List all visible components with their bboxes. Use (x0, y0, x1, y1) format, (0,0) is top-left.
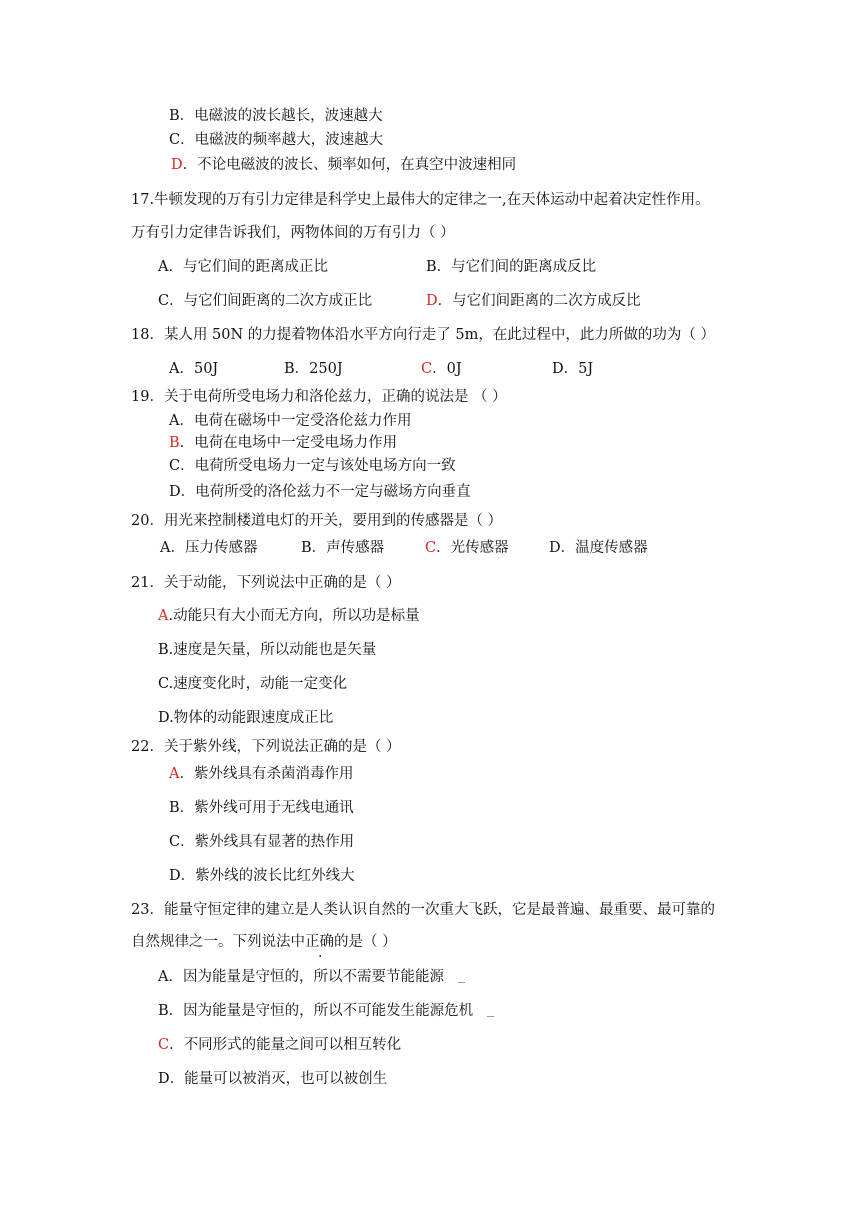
q23-option-a (158, 967, 444, 987)
option-letter: D (169, 484, 181, 500)
option-text: ．电荷所受的洛伦兹力不一定与磁场方向垂直 (180, 484, 471, 500)
q22-option-c (169, 832, 354, 852)
q22-option-b (169, 798, 354, 818)
q18-option-d (552, 359, 593, 379)
q21-option-c (158, 674, 347, 694)
option-text: ．与它们间距离的二次方成正比 (169, 293, 373, 309)
option-text: .速度变化时，动能一定变化 (168, 676, 348, 692)
option-text: ．250J (294, 361, 343, 377)
option-letter: B (169, 800, 180, 816)
q18-stem: 18．某人用 50N 的力提着物体沿水平方向行走了 5m，在此过程中，此力所做的功为（ ） (131, 327, 715, 343)
option-text: ．与它们间的距离成正比 (168, 259, 328, 275)
q16-option-d (171, 155, 516, 175)
option-text: .速度是矢量，所以动能也是矢量 (168, 642, 377, 658)
option-text: ．0J (432, 361, 462, 377)
option-text: ．紫外线具有显著的热作用 (180, 834, 355, 850)
option-text: ．不论电磁波的波长、频率如何，在真空中波速相同 (182, 157, 517, 173)
option-letter: C (169, 132, 181, 148)
q18-option-b (284, 359, 343, 379)
answer-letter: C (425, 540, 437, 556)
q23-option-d (158, 1069, 387, 1089)
option-text: ．因为能量是守恒的，所以不可能发生能源危机 (168, 1003, 474, 1019)
q21-option-b (158, 640, 376, 660)
option-letter: C (158, 676, 169, 692)
option-letter: B (158, 1003, 169, 1019)
q19-option-a (169, 411, 411, 431)
q20-option-b (301, 538, 384, 558)
option-letter: C (169, 458, 181, 474)
stem-text: 的是（ ） (334, 934, 397, 950)
option-text: ．能量可以被消灭，也可以被创生 (169, 1071, 388, 1087)
option-letter: A (158, 259, 169, 275)
q22-option-a (169, 764, 353, 784)
option-letter: B (301, 540, 312, 556)
q19-option-d (169, 482, 471, 502)
answer-letter: B (169, 435, 180, 451)
option-letter: D (549, 540, 561, 556)
q20-option-a (160, 538, 257, 558)
option-text: ．温度传感器 (560, 540, 648, 556)
option-letter: D (169, 868, 181, 884)
option-letter: D (552, 361, 564, 377)
q17-option-c (158, 291, 372, 311)
option-letter: B (169, 108, 180, 124)
option-text: ．与它们间距离的二次方成反比 (437, 293, 641, 309)
option-text: ．电荷所受电场力一定与该处电场方向一致 (180, 458, 456, 474)
q19-option-c (169, 456, 456, 476)
option-text: ．电荷在电场中一定受电场力作用 (179, 435, 398, 451)
option-letter: B (158, 642, 169, 658)
q23-option-b (158, 1001, 473, 1021)
option-text: ．声传感器 (311, 540, 385, 556)
q20-option-d (549, 538, 648, 558)
q23-option-c (158, 1035, 401, 1055)
q23-stem-line1: 23．能量守恒定律的建立是人类认识自然的一次重大飞跃，它是最普遍、最重要、最可靠的 (131, 902, 715, 918)
q21-option-d (158, 708, 333, 728)
option-text: ．50J (179, 361, 219, 377)
q17-option-d (426, 291, 641, 311)
formatting-mark (458, 982, 465, 983)
option-text: ．紫外线的波长比红外线大 (180, 868, 355, 884)
option-letter: A (160, 540, 171, 556)
option-letter: A (158, 969, 169, 985)
option-letter: B (426, 259, 437, 275)
option-text: .物体的动能跟速度成正比 (169, 710, 334, 726)
option-text: .动能只有大小而无方向，所以功是标量 (168, 608, 420, 624)
answer-letter: D (426, 293, 438, 309)
q16-option-b (169, 106, 383, 126)
option-letter: B (284, 361, 295, 377)
option-text: ．紫外线具有杀菌消毒作用 (179, 766, 354, 782)
q21-option-a (158, 606, 420, 626)
q18-option-c (421, 359, 462, 379)
option-letter: C (169, 834, 181, 850)
option-letter: D (158, 710, 170, 726)
option-text: ．与它们间的距离成反比 (436, 259, 597, 275)
option-letter: A (169, 413, 180, 429)
q20-stem: 20．用光来控制楼道电灯的开关，要用到的传感器是（ ） (131, 513, 503, 529)
option-text: ．电磁波的频率越大，波速越大 (180, 132, 384, 148)
q17-stem-line2: 万有引力定律告诉我们，两物体间的万有引力（ ） (131, 225, 455, 241)
option-text: ．电荷在磁场中一定受洛伦兹力作用 (179, 413, 412, 429)
formatting-mark (487, 1016, 494, 1017)
option-letter: C (158, 293, 170, 309)
answer-letter: C (158, 1037, 170, 1053)
q16-option-c (169, 130, 383, 150)
q22-option-d (169, 866, 355, 886)
option-text: ．因为能量是守恒的，所以不需要节能能源 (168, 969, 444, 985)
q21-stem: 21．关于动能，下列说法中正确的是（ ） (131, 575, 401, 591)
option-text: ．不同形式的能量之间可以相互转化 (169, 1037, 402, 1053)
answer-letter: A (169, 766, 180, 782)
q17-option-a (158, 257, 328, 277)
emphasis-text: 正确 (305, 934, 334, 950)
option-letter: A (169, 361, 180, 377)
option-letter: D (158, 1071, 170, 1087)
q18-option-a (169, 359, 218, 379)
q20-option-c (425, 538, 509, 558)
option-text: ．电磁波的波长越长，波速越大 (179, 108, 383, 124)
q17-option-b (426, 257, 596, 277)
option-text: ．压力传感器 (170, 540, 258, 556)
answer-letter: C (421, 361, 433, 377)
q19-option-b (169, 433, 397, 453)
answer-letter: D (171, 157, 183, 173)
stem-text: 自然规律之一。下列说法中 (131, 934, 305, 950)
answer-letter: A (158, 608, 169, 624)
option-text: ．光传感器 (436, 540, 509, 556)
q17-stem-line1: 17.牛顿发现的万有引力定律是科学史上最伟大的定律之一,在天体运动中起着决定性作用。 (131, 192, 710, 208)
q19-stem: 19．关于电荷所受电场力和洛伦兹力，正确的说法是 （ ） (131, 389, 507, 405)
option-text: ．5J (563, 361, 594, 377)
q22-stem: 22．关于紫外线，下列说法正确的是（ ） (131, 739, 401, 755)
option-text: ．紫外线可用于无线电通讯 (179, 800, 354, 816)
q23-stem-line2 (131, 932, 397, 952)
